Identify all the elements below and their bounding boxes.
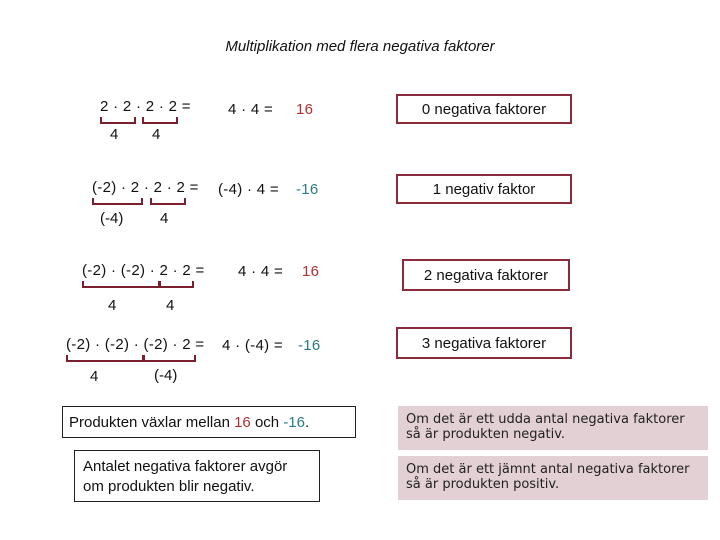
row3-sub-right: 4 — [166, 297, 175, 314]
row4-result: -16 — [298, 337, 321, 354]
row1-bracket-right — [142, 117, 178, 124]
summary-suffix: . — [305, 413, 310, 431]
conclusion-panel — [74, 450, 320, 502]
row3-sub-left: 4 — [108, 297, 117, 314]
even-note — [398, 456, 708, 500]
row2-mid: (-4) · 4 = — [218, 181, 279, 198]
row2-bracket-right — [150, 198, 186, 205]
odd-note-text: Om det är ett udda antal negativa faktorer så är produkten negativ. — [406, 412, 685, 442]
summary-panel — [62, 406, 356, 438]
row2-label-box — [396, 174, 572, 204]
row4-label: 3 negativa faktorer — [421, 334, 547, 352]
row4-lhs: (-2) · (-2) · (-2) · 2 = — [66, 336, 205, 353]
row1-sub-left: 4 — [110, 126, 119, 143]
row3-bracket-right — [158, 281, 194, 288]
row3-bracket-left — [82, 281, 161, 288]
row3-result: 16 — [302, 263, 320, 280]
row1-mid: 4 · 4 = — [228, 101, 274, 118]
row4-mid: 4 · (-4) = — [222, 337, 283, 354]
summary-prefix: Produkten växlar mellan — [69, 413, 235, 431]
row2-bracket-left — [92, 198, 143, 205]
summary-mid: och — [250, 413, 284, 431]
row4-sub-left: 4 — [90, 368, 99, 385]
row1-label: 0 negativa faktorer — [421, 100, 547, 118]
even-note-text: Om det är ett jämnt antal negativa faktorer så är produkten positiv. — [406, 462, 690, 492]
row1-sub-right: 4 — [152, 126, 161, 143]
row2-lhs: (-2) · 2 · 2 · 2 = — [92, 179, 199, 196]
summary-negative: -16 — [283, 413, 305, 431]
conclusion-text: Antalet negativa faktorer avgör om produkten blir negativ. — [83, 458, 288, 495]
row4-label-box — [396, 327, 572, 359]
row2-sub-left: (-4) — [100, 210, 124, 227]
row2-result: -16 — [296, 181, 319, 198]
row2-sub-right: 4 — [160, 210, 169, 227]
odd-note — [398, 406, 708, 450]
row3-mid: 4 · 4 = — [238, 263, 284, 280]
row3-lhs: (-2) · (-2) · 2 · 2 = — [82, 262, 205, 279]
row4-bracket-right — [142, 355, 196, 362]
row4-sub-right: (-4) — [154, 367, 178, 384]
row4-bracket-left — [66, 355, 145, 362]
row1-lhs: 2 · 2 · 2 · 2 = — [100, 98, 191, 115]
row2-label: 1 negativ faktor — [432, 180, 536, 198]
row1-label-box — [396, 94, 572, 124]
row1-bracket-left — [100, 117, 136, 124]
row1-result: 16 — [296, 101, 314, 118]
row3-label-box — [402, 259, 570, 291]
page-title: Multiplikation med flera negativa faktorer — [225, 38, 495, 55]
summary-positive: 16 — [234, 413, 251, 431]
row3-label: 2 negativa faktorer — [423, 266, 549, 284]
